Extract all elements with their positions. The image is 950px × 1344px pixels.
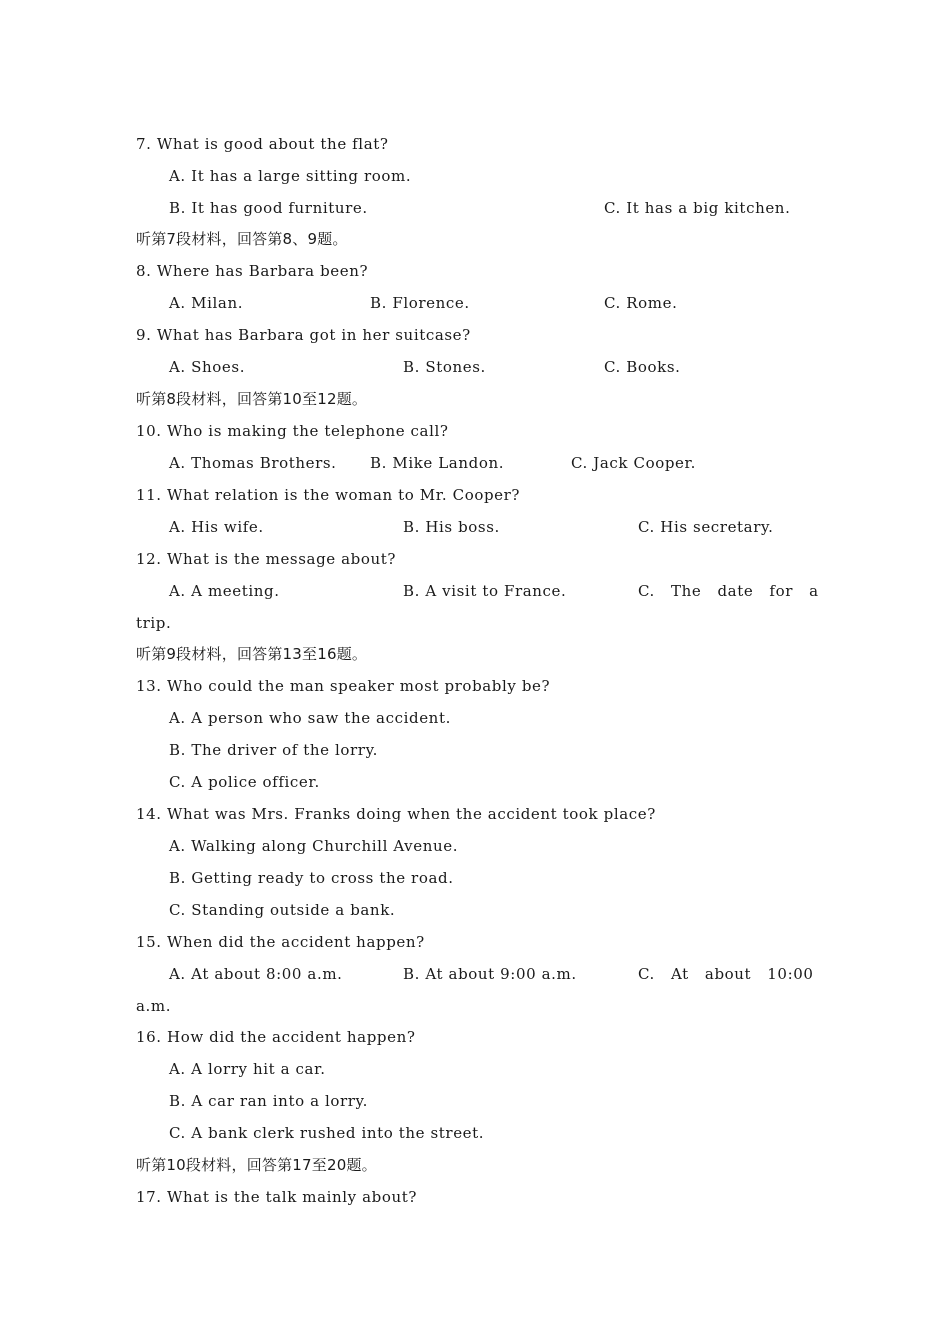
section-heading-9: 听第9段材料，回答第13至16题。: [136, 645, 368, 663]
question-13-option-b: B. The driver of the lorry.: [169, 741, 379, 759]
question-14-option-b: B. Getting ready to cross the road.: [169, 869, 454, 887]
question-7-option-b: B. It has good furniture.: [169, 199, 368, 217]
question-15-option-c: C. At about 10:00: [638, 965, 814, 983]
question-10: 10. Who is making the telephone call?: [136, 422, 449, 440]
question-11-option-c: C. His secretary.: [638, 518, 774, 536]
question-8-option-a: A. Milan.: [169, 294, 244, 312]
question-15-option-b: B. At about 9:00 a.m.: [403, 965, 577, 983]
question-16: 16. How did the accident happen?: [136, 1028, 416, 1046]
question-8: 8. Where has Barbara been?: [136, 262, 369, 280]
question-8-option-b: B. Florence.: [370, 294, 470, 312]
question-12-option-a: A. A meeting.: [169, 582, 280, 600]
question-8-option-c: C. Rome.: [604, 294, 678, 312]
question-9-option-a: A. Shoes.: [169, 358, 246, 376]
question-15: 15. When did the accident happen?: [136, 933, 425, 951]
question-16-option-a: A. A lorry hit a car.: [169, 1060, 326, 1078]
question-11-option-b: B. His boss.: [403, 518, 500, 536]
question-9-option-b: B. Stones.: [403, 358, 486, 376]
question-9-option-c: C. Books.: [604, 358, 681, 376]
question-16-option-c: C. A bank clerk rushed into the street.: [169, 1124, 485, 1142]
question-12: 12. What is the message about?: [136, 550, 397, 568]
question-13-option-a: A. A person who saw the accident.: [169, 709, 451, 727]
question-10-option-a: A. Thomas Brothers.: [169, 454, 337, 472]
question-9: 9. What has Barbara got in her suitcase?: [136, 326, 471, 344]
question-11: 11. What relation is the woman to Mr. Cooper?: [136, 486, 521, 504]
section-heading-8: 听第8段材料，回答第10至12题。: [136, 390, 368, 408]
question-14-option-a: A. Walking along Churchill Avenue.: [169, 837, 459, 855]
question-16-option-b: B. A car ran into a lorry.: [169, 1092, 368, 1110]
question-12-option-c-continued: trip.: [136, 614, 172, 632]
question-7: 7. What is good about the flat?: [136, 135, 389, 153]
section-heading-7: 听第7段材料，回答第8、9题。: [136, 230, 348, 248]
section-heading-10: 听第10段材料，回答第17至20题。: [136, 1156, 377, 1174]
question-12-option-c: C. The date for a: [638, 582, 819, 600]
question-13-option-c: C. A police officer.: [169, 773, 320, 791]
question-10-option-b: B. Mike Landon.: [370, 454, 505, 472]
question-7-option-a: A. It has a large sitting room.: [169, 167, 412, 185]
question-13: 13. Who could the man speaker most probably be?: [136, 677, 551, 695]
question-15-option-a: A. At about 8:00 a.m.: [169, 965, 343, 983]
question-14-option-c: C. Standing outside a bank.: [169, 901, 396, 919]
question-15-option-c-continued: a.m.: [136, 997, 172, 1015]
question-11-option-a: A. His wife.: [169, 518, 264, 536]
question-7-option-c: C. It has a big kitchen.: [604, 199, 791, 217]
question-17: 17. What is the talk mainly about?: [136, 1188, 418, 1206]
question-10-option-c: C. Jack Cooper.: [571, 454, 697, 472]
question-14: 14. What was Mrs. Franks doing when the accident took place?: [136, 805, 656, 823]
question-12-option-b: B. A visit to France.: [403, 582, 567, 600]
